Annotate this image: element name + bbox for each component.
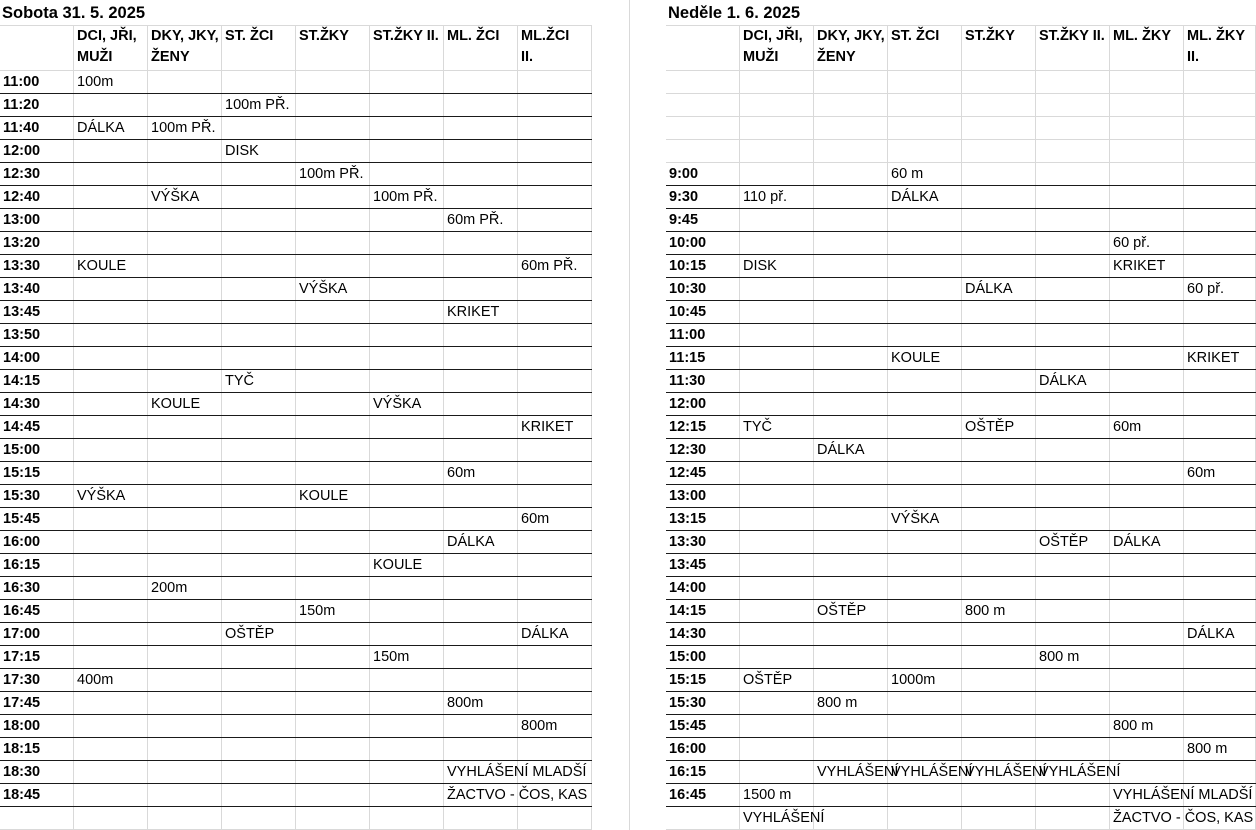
right-time-cell: 14:30	[669, 626, 707, 642]
left-schedule-row	[0, 623, 592, 646]
left-time-cell: 18:30	[3, 764, 41, 780]
left-schedule-row	[0, 209, 592, 232]
right-schedule-row	[666, 669, 1256, 692]
right-time-cell: 13:45	[669, 557, 707, 573]
left-schedule-row	[0, 324, 592, 347]
right-event-cell: 60 m	[891, 166, 924, 182]
left-schedule-row	[0, 485, 592, 508]
right-event-cell: 60 př.	[1187, 281, 1225, 297]
right-event-cell: TYČ	[743, 419, 772, 435]
right-time-cell: 11:15	[669, 350, 706, 366]
left-time-cell: 11:20	[3, 97, 40, 113]
right-time-cell	[666, 94, 740, 116]
left-schedule-row	[0, 577, 592, 600]
right-time-cell: 13:00	[669, 488, 707, 504]
left-time-cell: 11:00	[3, 74, 40, 90]
left-time-cell: 14:00	[3, 350, 41, 366]
left-event-cell: 150m	[373, 649, 410, 665]
right-schedule-row	[666, 646, 1256, 669]
right-time-cell: 13:15	[669, 511, 707, 527]
right-column-header-5: ST.ŽKY II.	[1039, 28, 1105, 44]
left-time-cell: 15:15	[3, 465, 41, 481]
left-event-cell: ŽACTVO - ČOS, KAS	[447, 787, 588, 803]
left-event-cell: 100m	[77, 74, 114, 90]
left-event-cell: 100m PŘ.	[151, 120, 216, 136]
right-schedule-row	[666, 416, 1256, 439]
left-event-cell: 100m PŘ.	[225, 97, 290, 113]
left-event-cell: DÁLKA	[447, 534, 495, 550]
left-event-cell: 60m	[521, 511, 550, 527]
right-day-title: Neděle 1. 6. 2025	[668, 4, 801, 22]
right-schedule-row	[666, 439, 1256, 462]
left-event-cell: 100m PŘ.	[299, 166, 364, 182]
left-column-header-4: ST.ŽKY	[299, 28, 349, 44]
right-time-cell: 14:15	[669, 603, 707, 619]
right-event-cell: 110 př.	[743, 189, 788, 205]
left-time-cell: 16:15	[3, 557, 41, 573]
left-schedule-row	[0, 186, 592, 209]
right-event-cell: DÁLKA	[1187, 626, 1235, 642]
right-event-cell: ŽACTVO - ČOS, KAS	[1113, 810, 1254, 826]
right-event-cell: VÝŠKA	[891, 511, 940, 527]
right-event-cell: VYHLÁŠENÍ	[817, 764, 899, 780]
left-event-cell: KRIKET	[521, 419, 574, 435]
left-schedule-row	[0, 393, 592, 416]
right-schedule-row	[666, 393, 1256, 416]
left-time-cell: 17:30	[3, 672, 41, 688]
right-schedule-row	[666, 186, 1256, 209]
left-event-cell: 400m	[77, 672, 114, 688]
left-time-cell: 13:40	[3, 281, 41, 297]
left-time-cell: 18:15	[3, 741, 41, 757]
right-schedule-row	[666, 531, 1256, 554]
left-event-cell: DÁLKA	[521, 626, 569, 642]
right-time-cell: 9:30	[669, 189, 699, 205]
right-time-cell: 10:15	[669, 258, 707, 274]
right-time-cell: 15:00	[669, 649, 707, 665]
left-time-cell: 12:40	[3, 189, 41, 205]
left-time-cell: 17:00	[3, 626, 41, 642]
right-schedule-row	[666, 94, 1256, 117]
right-event-cell: 60m	[1113, 419, 1142, 435]
right-event-cell: 1000m	[891, 672, 936, 688]
right-schedule-row	[666, 692, 1256, 715]
right-event-cell: VYHLÁŠENÍ	[891, 764, 973, 780]
right-time-cell	[666, 117, 740, 139]
right-schedule-row	[666, 485, 1256, 508]
left-schedule-row	[0, 416, 592, 439]
right-schedule-row	[666, 255, 1256, 278]
right-time-cell: 10:00	[669, 235, 707, 251]
left-time-cell: 12:00	[3, 143, 41, 159]
left-schedule-row	[0, 508, 592, 531]
left-day-title: Sobota 31. 5. 2025	[2, 4, 146, 22]
right-schedule-row	[666, 784, 1256, 807]
right-event-cell: VYHLÁŠENÍ	[743, 810, 825, 826]
left-schedule-row	[0, 462, 592, 485]
left-schedule-row	[0, 301, 592, 324]
left-time-cell: 13:20	[3, 235, 41, 251]
left-time-cell: 14:45	[3, 419, 41, 435]
left-schedule-row	[0, 439, 592, 462]
right-schedule-row	[666, 738, 1256, 761]
left-schedule-row	[0, 738, 592, 761]
left-schedule-row	[0, 761, 592, 784]
right-time-cell: 11:00	[669, 327, 706, 343]
right-event-cell: DÁLKA	[1039, 373, 1087, 389]
left-event-cell: VÝŠKA	[373, 396, 422, 412]
left-time-cell: 16:30	[3, 580, 41, 596]
left-event-cell: DISK	[225, 143, 259, 159]
left-column-header-6: ML. ŽCI	[447, 28, 500, 44]
right-time-cell: 15:30	[669, 695, 707, 711]
left-schedule-row	[0, 71, 592, 94]
left-title-divider	[0, 25, 592, 26]
left-event-cell: KOULE	[151, 396, 201, 412]
right-schedule-row	[666, 347, 1256, 370]
right-time-cell	[666, 71, 740, 93]
right-event-cell: OŠTĚP	[1039, 534, 1089, 550]
left-event-cell: KOULE	[373, 557, 423, 573]
left-event-cell: OŠTĚP	[225, 626, 275, 642]
left-schedule-row	[0, 347, 592, 370]
right-schedule-row	[666, 623, 1256, 646]
right-event-cell: VYHLÁŠENÍ MLADŠÍ	[1113, 787, 1253, 803]
right-schedule-row	[666, 278, 1256, 301]
left-time-cell: 17:45	[3, 695, 41, 711]
left-event-cell: VYHLÁŠENÍ MLADŠÍ	[447, 764, 587, 780]
right-schedule-row	[666, 163, 1256, 186]
right-event-cell: 800 m	[1113, 718, 1154, 734]
left-time-cell: 18:45	[3, 787, 41, 803]
right-time-cell	[666, 807, 740, 829]
right-schedule-row	[666, 324, 1256, 347]
right-column-header-7: ML. ŽKY II.	[1187, 28, 1245, 65]
right-time-cell: 10:30	[669, 281, 707, 297]
right-event-cell: 800 m	[1039, 649, 1080, 665]
left-time-cell: 15:45	[3, 511, 41, 527]
left-schedule-row	[0, 163, 592, 186]
right-event-cell: DISK	[743, 258, 777, 274]
left-event-cell: TYČ	[225, 373, 254, 389]
left-event-cell: 60m	[447, 465, 476, 481]
left-event-cell: 200m	[151, 580, 188, 596]
left-schedule-row	[0, 278, 592, 301]
right-schedule-row	[666, 209, 1256, 232]
left-time-cell: 18:00	[3, 718, 41, 734]
left-column-header-1: DCI, JŘI, MUŽI	[77, 28, 137, 65]
left-schedule-row	[0, 554, 592, 577]
right-schedule-row	[666, 462, 1256, 485]
right-column-header-2: DKY, JKY, ŽENY	[817, 28, 885, 65]
right-event-cell: DÁLKA	[891, 189, 939, 205]
right-schedule-row	[666, 577, 1256, 600]
right-time-cell: 13:30	[669, 534, 707, 550]
left-schedule-row	[0, 117, 592, 140]
left-event-cell: VÝŠKA	[151, 189, 200, 205]
left-schedule-row	[0, 669, 592, 692]
left-column-header-7: ML.ŽCI II.	[521, 28, 570, 65]
left-event-cell: DÁLKA	[77, 120, 125, 136]
left-time-cell: 14:15	[3, 373, 41, 389]
right-time-cell: 12:45	[669, 465, 707, 481]
left-time-cell: 13:50	[3, 327, 41, 343]
right-time-cell: 16:00	[669, 741, 707, 757]
left-event-cell: 60m PŘ.	[447, 212, 504, 228]
left-time-cell: 16:45	[3, 603, 41, 619]
right-column-header-3: ST. ŽCI	[891, 28, 940, 44]
right-event-cell: 800 m	[965, 603, 1006, 619]
left-schedule-row	[0, 531, 592, 554]
left-time-cell: 15:00	[3, 442, 41, 458]
right-schedule-row	[666, 71, 1256, 94]
left-event-cell: 800m	[447, 695, 484, 711]
left-event-cell: VÝŠKA	[299, 281, 348, 297]
right-column-header-6: ML. ŽKY	[1113, 28, 1171, 44]
right-event-cell: VYHLÁŠENÍ	[1039, 764, 1121, 780]
left-column-header-3: ST. ŽCI	[225, 28, 274, 44]
right-time-cell: 16:15	[669, 764, 707, 780]
right-column-header-1: DCI, JŘI, MUŽI	[743, 28, 803, 65]
left-event-cell: 150m	[299, 603, 336, 619]
left-time-cell: 12:30	[3, 166, 41, 182]
left-event-cell: 100m PŘ.	[373, 189, 438, 205]
left-schedule-row	[0, 140, 592, 163]
left-time-cell: 17:15	[3, 649, 41, 665]
right-event-cell: DÁLKA	[1113, 534, 1161, 550]
left-time-cell: 15:30	[3, 488, 41, 504]
left-schedule-row	[0, 600, 592, 623]
right-schedule-row	[666, 301, 1256, 324]
right-event-cell: 60 př.	[1113, 235, 1151, 251]
right-schedule-row	[666, 554, 1256, 577]
right-schedule-row	[666, 117, 1256, 140]
right-time-cell: 14:00	[669, 580, 707, 596]
left-event-cell: 60m PŘ.	[521, 258, 578, 274]
left-time-cell: 11:40	[3, 120, 40, 136]
right-event-cell: 800 m	[1187, 741, 1228, 757]
right-schedule-row	[666, 508, 1256, 531]
left-event-cell: KOULE	[77, 258, 127, 274]
left-schedule-row	[0, 807, 592, 830]
left-schedule-row	[0, 255, 592, 278]
left-event-cell: KOULE	[299, 488, 349, 504]
left-event-cell: 800m	[521, 718, 558, 734]
right-event-cell: 800 m	[817, 695, 858, 711]
left-schedule-row	[0, 715, 592, 738]
right-event-cell: DÁLKA	[965, 281, 1013, 297]
right-event-cell: 60m	[1187, 465, 1216, 481]
left-schedule-row	[0, 232, 592, 255]
left-event-cell: KRIKET	[447, 304, 500, 320]
left-time-cell: 13:00	[3, 212, 41, 228]
right-time-cell: 12:30	[669, 442, 707, 458]
left-schedule-row	[0, 692, 592, 715]
right-event-cell: OŠTĚP	[965, 419, 1015, 435]
right-schedule-row	[666, 807, 1256, 830]
right-time-cell: 15:45	[669, 718, 707, 734]
right-event-cell: DÁLKA	[817, 442, 865, 458]
right-time-cell: 11:30	[669, 373, 706, 389]
left-schedule-row	[0, 370, 592, 393]
right-schedule-row	[666, 600, 1256, 623]
left-time-cell: 16:00	[3, 534, 41, 550]
gap-grid-line	[629, 0, 630, 830]
left-schedule-row	[0, 94, 592, 117]
left-schedule-row	[0, 646, 592, 669]
right-schedule-row	[666, 232, 1256, 255]
right-event-cell: OŠTĚP	[817, 603, 867, 619]
left-event-cell: VÝŠKA	[77, 488, 126, 504]
left-time-cell: 14:30	[3, 396, 41, 412]
right-time-cell: 15:15	[669, 672, 707, 688]
right-event-cell: VYHLÁŠENÍ	[965, 764, 1047, 780]
right-time-cell: 10:45	[669, 304, 707, 320]
right-time-cell: 16:45	[669, 787, 707, 803]
right-column-header-4: ST.ŽKY	[965, 28, 1015, 44]
right-event-cell: OŠTĚP	[743, 672, 793, 688]
right-schedule-row	[666, 370, 1256, 393]
left-column-header-5: ST.ŽKY II.	[373, 28, 439, 44]
right-schedule-row	[666, 715, 1256, 738]
right-event-cell: KRIKET	[1113, 258, 1166, 274]
right-event-cell: 1500 m	[743, 787, 792, 803]
left-schedule-row	[0, 784, 592, 807]
left-time-cell: 13:45	[3, 304, 41, 320]
left-time-cell	[0, 807, 74, 829]
left-column-header-2: DKY, JKY, ŽENY	[151, 28, 219, 65]
right-schedule-row	[666, 761, 1256, 784]
right-time-cell	[666, 140, 740, 162]
right-time-cell: 12:00	[669, 396, 707, 412]
right-time-cell: 9:45	[669, 212, 699, 228]
right-schedule-row	[666, 140, 1256, 163]
left-time-cell: 13:30	[3, 258, 41, 274]
right-event-cell: KOULE	[891, 350, 941, 366]
right-time-cell: 12:15	[669, 419, 707, 435]
right-time-cell: 9:00	[669, 166, 699, 182]
right-event-cell: KRIKET	[1187, 350, 1240, 366]
